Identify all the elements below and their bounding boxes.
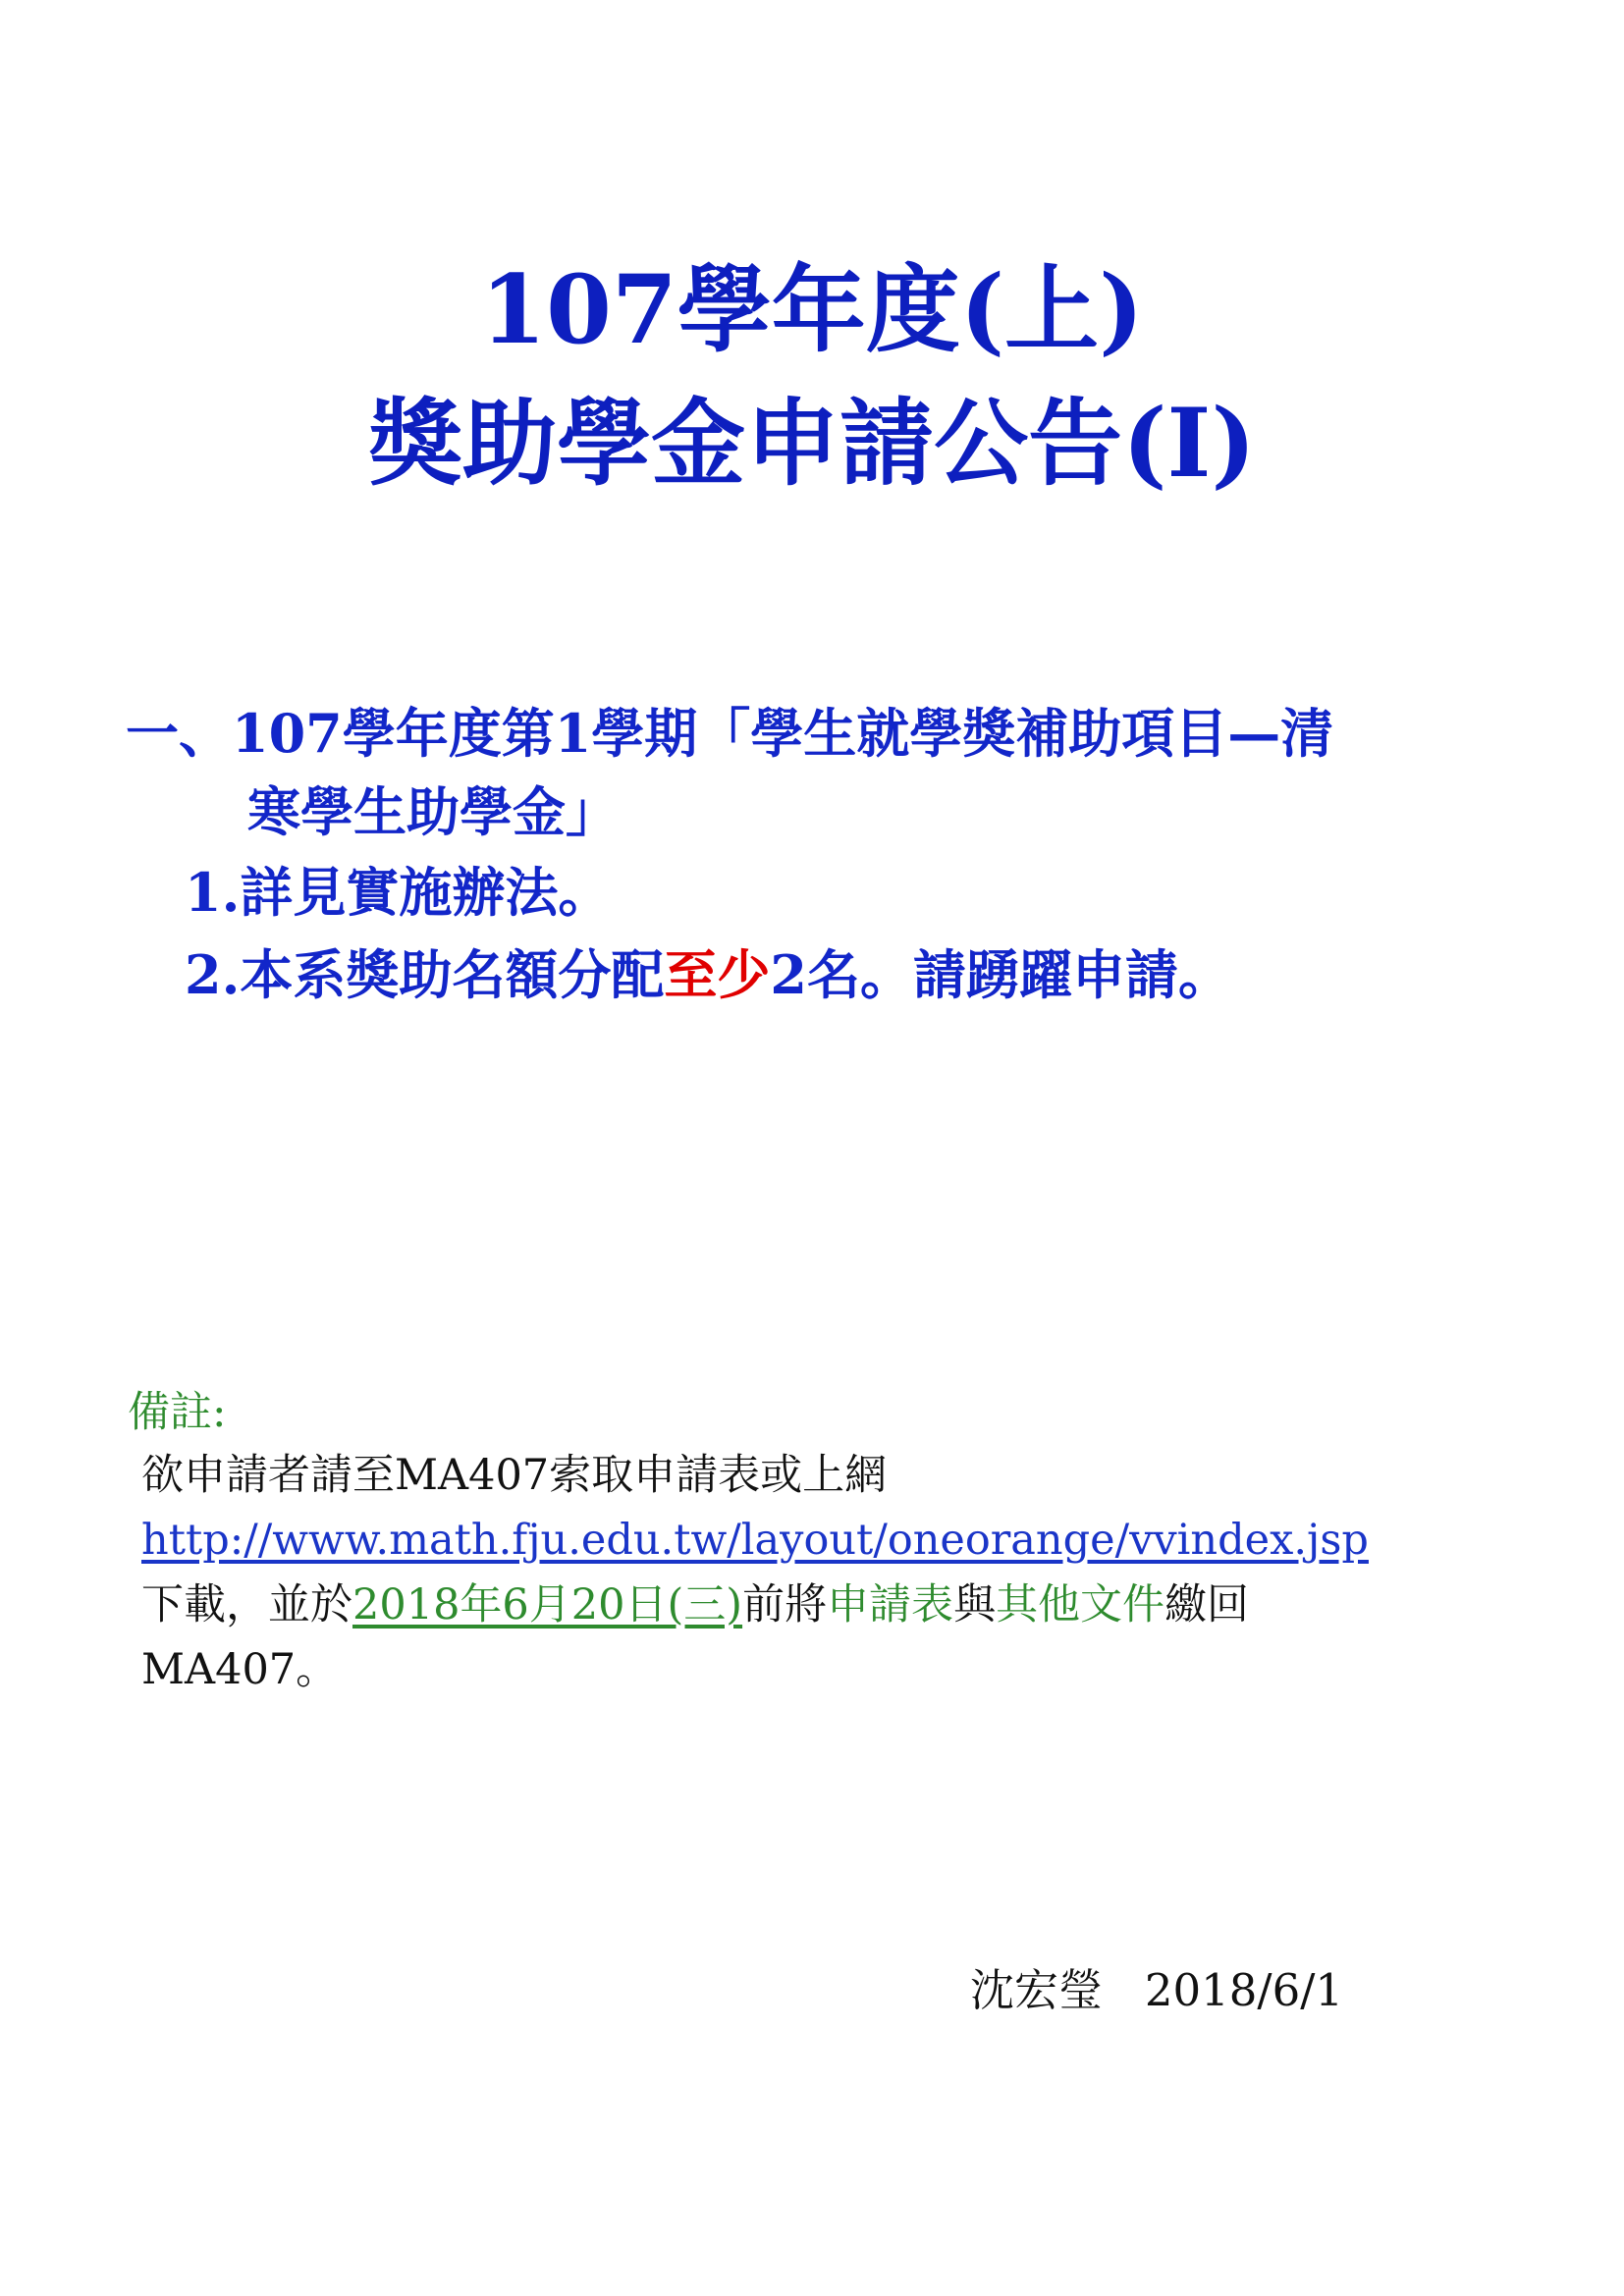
note-line-3-part-b: 前將 (742, 1580, 828, 1629)
list-item-2-highlight: 至少 (664, 943, 771, 1006)
section-heading-line-1: 一、107學年度第1學期「學生就學獎補助項目—清 (126, 702, 1334, 765)
list-item-2-prefix: 2.本系獎助名額分配 (185, 943, 665, 1006)
deadline-date: 2018年6月20日(三) (352, 1580, 743, 1629)
note-line-1: 欲申請者請至MA407索取申請表或上網 (141, 1451, 888, 1500)
note-line-3-part-c: 與 (953, 1580, 997, 1629)
note-line-3-part-a: 下載，並於 (141, 1580, 352, 1629)
note-line-3 (141, 1580, 1250, 1629)
note-line-3-part-d: 繳回 (1164, 1580, 1250, 1629)
section-heading-line-2: 寒學生助學金」 (247, 780, 619, 843)
list-item-2-suffix: 2名。請踴躍申請。 (770, 943, 1231, 1006)
list-item-1: 1.詳見實施辦法。 (185, 861, 612, 924)
note-line-4: MA407。 (141, 1645, 339, 1694)
note-label: 備註: (128, 1388, 227, 1437)
required-document-application-form: 申請表 (827, 1580, 954, 1629)
required-document-other: 其他文件 (996, 1580, 1165, 1629)
page-title-line-1: 107學年度(上) (480, 254, 1144, 365)
download-link[interactable]: http://www.math.fju.edu.tw/layout/oneorange/vvindex.jsp (141, 1516, 1369, 1565)
page-title-line-2: 獎助學金申請公告(I) (368, 388, 1256, 499)
list-item-2 (185, 943, 1231, 1006)
signature-and-date: 沈宏瑩 2018/6/1 (970, 1964, 1344, 2016)
